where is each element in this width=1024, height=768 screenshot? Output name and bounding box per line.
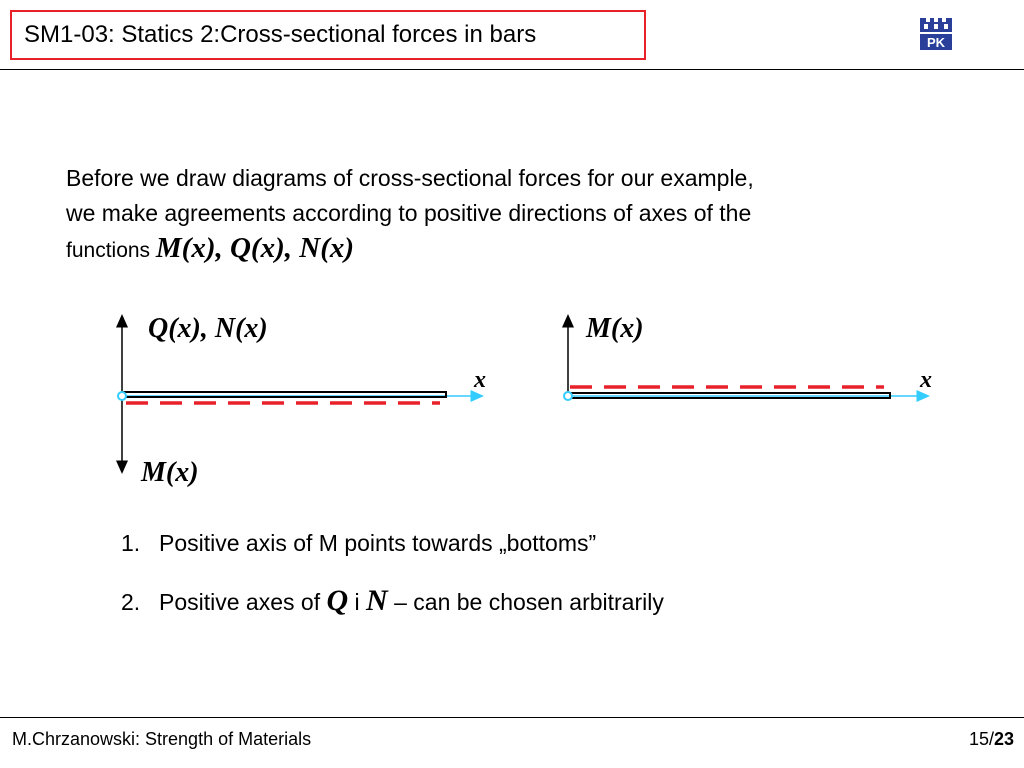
left-top-label: Q(x), N(x) (148, 313, 268, 344)
rule-2-number: 2. (121, 589, 141, 615)
rule-2-symbol-q: Q (326, 584, 349, 617)
intro-function-names: M(x), Q(x), N(x) (155, 232, 355, 264)
intro-line-2: we make agreements according to positive directions of axes of the (66, 200, 752, 226)
rule-item-1 (121, 528, 596, 558)
slide-title: SM1-03: Statics 2:Cross-sectional forces in bars (24, 21, 537, 48)
footer-divider (0, 717, 1024, 718)
right-top-label: M(x) (586, 313, 644, 344)
left-beam (124, 392, 446, 397)
right-origin-dot (564, 392, 572, 400)
left-origin-dot (118, 392, 126, 400)
rule-2-symbol-n: N (366, 584, 388, 617)
rule-1-number: 1. (121, 530, 141, 556)
rule-2-suffix: – can be chosen arbitrarily (387, 589, 664, 615)
left-bottom-label: M(x) (141, 457, 199, 488)
logo-text: PK (926, 35, 946, 50)
rule-2-middle: i (348, 589, 367, 615)
rule-1-text: Positive axis of M points towards „bottoms” (159, 530, 597, 556)
intro-line-1: Before we draw diagrams of cross-sectional forces for our example, (66, 165, 754, 191)
left-x-label: x (474, 367, 486, 393)
intro-functions-prefix: functions (66, 239, 156, 262)
rule-2-prefix: Positive axes of (159, 589, 327, 615)
rule-item-2 (121, 586, 664, 617)
page-total: 23 (993, 729, 1014, 749)
page-number (969, 729, 1014, 750)
right-x-label: x (920, 367, 932, 393)
footer-author: M.Chrzanowski: Strength of Materials (12, 729, 312, 749)
page-current: 15/ (968, 729, 994, 749)
